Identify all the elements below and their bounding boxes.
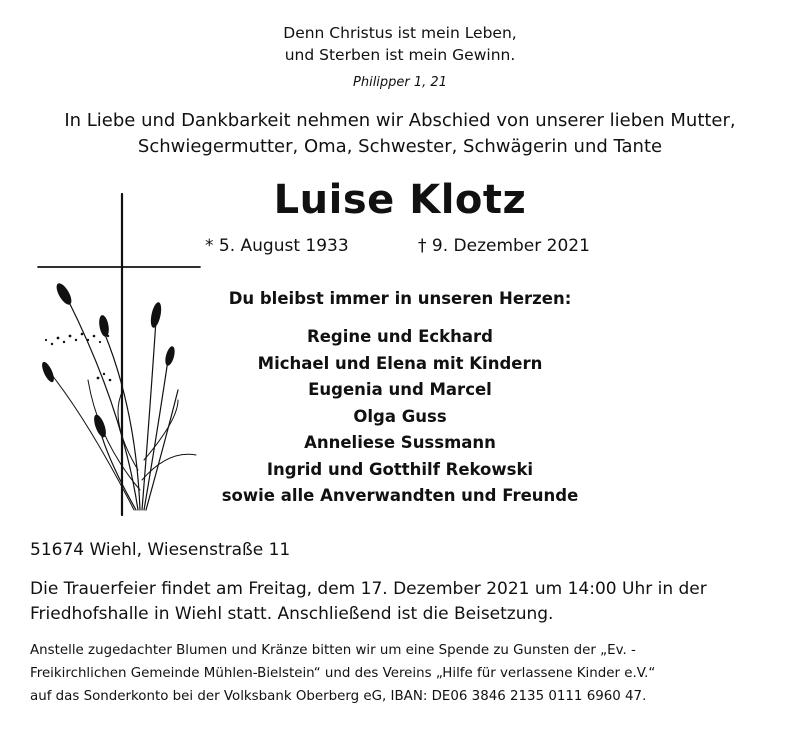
seed-dot bbox=[57, 337, 60, 340]
seed-dot bbox=[109, 379, 112, 382]
seed-dot bbox=[103, 373, 105, 375]
seed-dot bbox=[63, 341, 65, 343]
mourner-entry: sowie alle Anverwandten und Freunde bbox=[221, 486, 579, 505]
donation-line-3: auf das Sonderkonto bei der Volksbank Oberberg eG, IBAN: DE06 3846 2135 0111 6960 47. bbox=[30, 689, 647, 704]
funeral-line-2: Friedhofshalle in Wiehl statt. Anschließend ist die Beisetzung. bbox=[30, 604, 554, 624]
wheat-head bbox=[164, 345, 177, 366]
wheat-stalk bbox=[146, 390, 178, 510]
funeral-line-1: Die Trauerfeier findet am Freitag, dem 17. Dezember 2021 um 14:00 Uhr in der bbox=[30, 579, 707, 599]
verse-line-1: Denn Christus ist mein Leben, bbox=[283, 24, 517, 42]
seed-dot bbox=[99, 341, 101, 343]
intro-line-1: In Liebe und Dankbarkeit nehmen wir Abschied von unserer lieben Mutter, bbox=[64, 110, 736, 131]
mourner-entry: Michael und Elena mit Kindern bbox=[257, 353, 543, 373]
donation-line-2: Freikirchlichen Gemeinde Mühlen-Bielstein“ und des Vereins „Hilfe für verlassene Kinder e.V.“ bbox=[30, 666, 656, 681]
wheat-head bbox=[98, 314, 111, 337]
intro-line-2: Schwiegermutter, Oma, Schwester, Schwägerin und Tante bbox=[137, 136, 663, 157]
seed-dot bbox=[51, 343, 53, 345]
seed-dot bbox=[87, 339, 89, 341]
seed-dot bbox=[107, 335, 109, 337]
wheat-head bbox=[92, 413, 109, 439]
donation-line-1: Anstelle zugedachter Blumen und Kränze bitten wir um eine Spende zu Gunsten der „Ev. - bbox=[30, 643, 636, 658]
mourner-entry: Ingrid und Gotthilf Rekowski bbox=[266, 459, 534, 479]
mourners-list bbox=[200, 324, 600, 510]
seed-dot bbox=[81, 333, 84, 336]
seed-dot bbox=[97, 377, 100, 380]
verse-reference: Philipper 1, 21 bbox=[353, 75, 447, 90]
seed-dot bbox=[93, 335, 96, 338]
motto: Du bleibst immer in unseren Herzen: bbox=[228, 289, 572, 308]
address: 51674 Wiehl, Wiesenstraße 11 bbox=[30, 540, 291, 560]
wheat-head bbox=[40, 360, 57, 383]
mourner-entry: Regine und Eckhard bbox=[307, 327, 493, 346]
verse-line-2: und Sterben ist mein Gewinn. bbox=[284, 46, 516, 64]
seed-dot bbox=[75, 339, 77, 341]
seed-dot bbox=[45, 339, 47, 341]
deceased-name: Luise Klotz bbox=[273, 177, 527, 223]
death-date: † 9. Dezember 2021 bbox=[418, 236, 590, 256]
mourner-entry: Olga Guss bbox=[353, 406, 447, 426]
mourner-entry: Anneliese Sussmann bbox=[304, 433, 496, 452]
seed-dot bbox=[69, 335, 72, 338]
mourner-entry: Eugenia und Marcel bbox=[308, 380, 492, 399]
birth-date: * 5. August 1933 bbox=[205, 236, 349, 256]
cross-with-wheat-icon bbox=[28, 190, 208, 520]
